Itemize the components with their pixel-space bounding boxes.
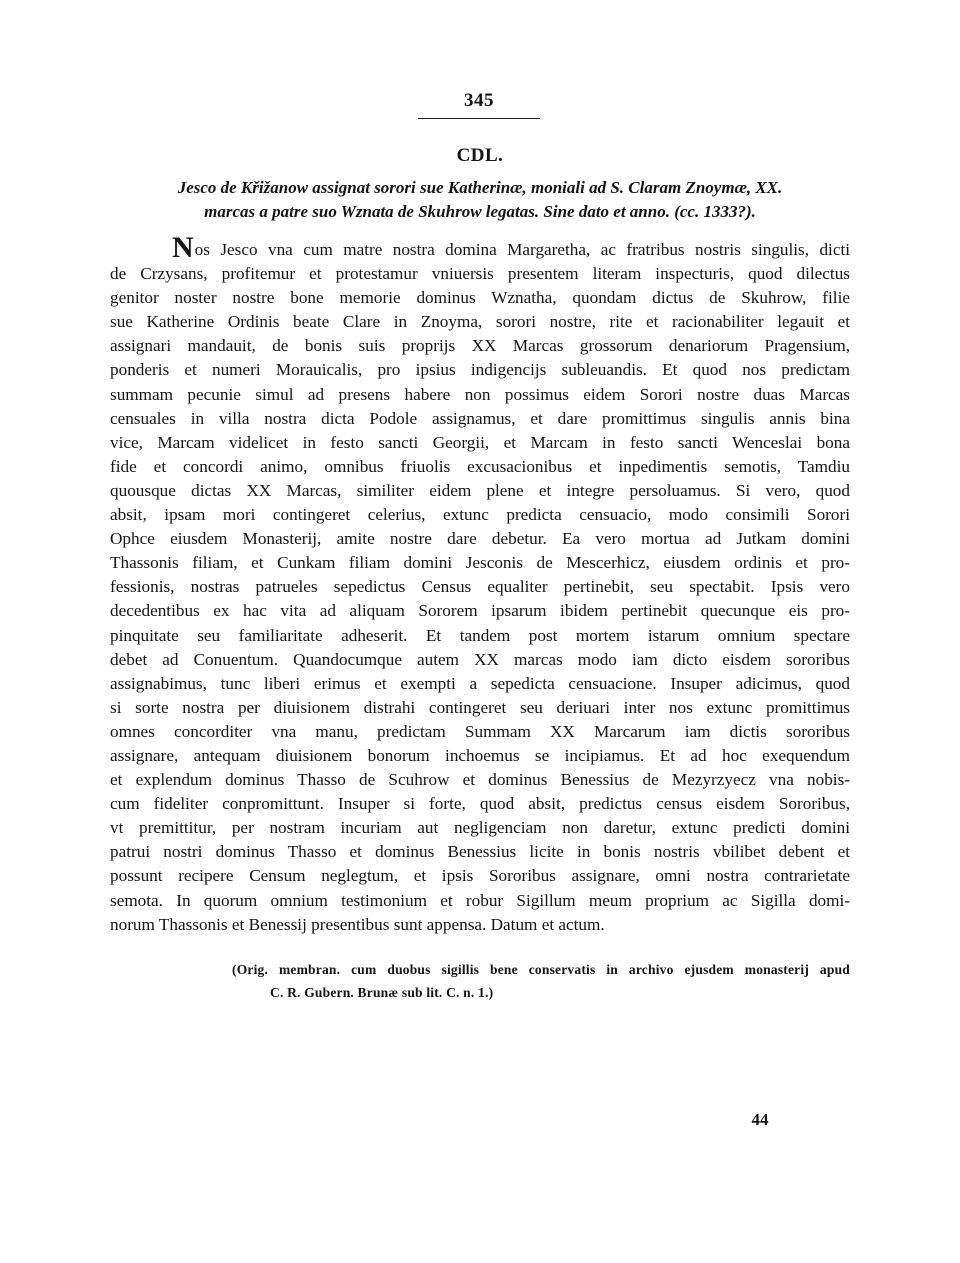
text-line: vt premittitur, per nostram incuriam aut negligenciam non daretur, extunc predicti domini <box>110 818 850 838</box>
header-rule <box>418 118 540 119</box>
regest-line: Jesco de Křižanow assignat sorori sue Katherinæ, moniali ad S. Claram Znoymæ, XX. <box>177 178 783 197</box>
text-line: semota. In quorum omnium testimonium et robur Sigillum meum proprium ac Sigilla domi- <box>110 890 850 910</box>
page-number: 345 <box>464 90 494 111</box>
text-line: summam pecunie simul ad presens habere non possimus eidem Sorori nostre duas Marcas <box>110 384 850 404</box>
text-line: censuales in villa nostra dicta Podole assignamus, et dare promittimus singulis annis bina <box>110 408 850 428</box>
source-note <box>232 958 850 1004</box>
note-line: C. R. Gubern. Brunæ sub lit. C. n. 1.) <box>270 985 494 1000</box>
text-line-content: os Jesco vna cum matre nostra domina Margaretha, ac fratribus nostris singulis, dicti <box>194 240 850 259</box>
text-line: assignare, antequam diuisionem bonorum inchoemus se incipiamus. Et ad hoc exequendum <box>110 745 850 765</box>
text-line: norum Thassonis et Benessij presentibus sunt appensa. Datum et actum. <box>110 914 605 934</box>
document-number: CDL. <box>456 145 504 166</box>
text-line: decedentibus ex hac vita ad aliquam Sororem ipsarum ibidem pertinebit quecunque eis pro- <box>110 601 850 621</box>
text-line: debet ad Conuentum. Quandocumque autem XX marcas modo iam dicto eisdem sororibus <box>110 649 850 669</box>
initial-letter: N <box>172 231 194 264</box>
text-line: Thassonis filiam, et Cunkam filiam domini Jesconis de Mescerhicz, eiusdem ordinis et pro- <box>110 553 850 573</box>
text-line: assignari mandauit, de bonis suis proprijs XX Marcas grossorum denariorum Pragensium, <box>110 336 850 356</box>
text-line: pinquitate seu familiaritate adheserit. Et tandem post mortem istarum omnium spectare <box>110 625 850 645</box>
text-line: patrui nostri dominus Thasso et dominus Benessius licite in bonis nostris vbilibet debent et <box>110 842 850 862</box>
text-line: sue Katherine Ordinis beate Clare in Znoyma, sorori nostre, rite et racionabiliter legauit et <box>110 312 850 332</box>
text-line: Ophce eiusdem Monasterij, amite nostre dare debetur. Ea vero mortua ad Jutkam domini <box>110 529 850 549</box>
text-line: absit, ipsam mori contingeret celerius, extunc predicta censuacio, modo consimili Sorori <box>110 505 850 525</box>
text-line: ponderis et numeri Morauicalis, pro ipsius indigencijs subleuandis. Et quod nos predictam <box>110 360 850 380</box>
text-line: de Crzysans, profitemur et protestamur vniuersis presentem literam inspecturis, quod dilectus <box>110 264 850 284</box>
text-line: si sorte nostra per diuisionem distrahi contingeret seu deriuari inter nos extunc promittimus <box>110 697 850 717</box>
text-line: possunt recipere Censum neglegtum, et ipsis Sororibus assignare, omni nostra contrarietate <box>110 866 850 886</box>
text-line: quousque dictas XX Marcas, similiter eidem plene et integre persoluamus. Si vero, quod <box>110 480 850 500</box>
charter-text <box>110 231 850 937</box>
text-line: fessionis, nostras patrueles sepedictus Census equaliter pertinebit, seu spectabit. Ipsis vero <box>110 577 850 597</box>
regest-summary <box>110 176 850 224</box>
text-line: assignabimus, tunc liberi erimus et exempti a sepedicta censuacione. Insuper adicimus, quod <box>110 673 850 693</box>
text-line <box>110 231 850 264</box>
text-line: fide et concordi animo, omnibus friuolis excusacionibus et inpedimentis semotis, Tamdiu <box>110 456 850 476</box>
text-line: et explendum dominus Thasso de Scuhrow et dominus Benessius de Mezyrzyecz vna nobis- <box>110 770 850 790</box>
note-line: (Orig. membran. cum duobus sigillis bene conservatis in archivo ejusdem monasterij apud <box>232 962 850 977</box>
text-line: omnes concorditer vna manu, predictam Summam XX Marcarum iam dictis sororibus <box>110 721 850 741</box>
text-line: genitor noster nostre bone memorie dominus Wznatha, quondam dictus de Skuhrow, filie <box>110 288 850 308</box>
text-line: vice, Marcam videlicet in festo sancti Georgii, et Marcam in festo sancti Wenceslai bona <box>110 432 850 452</box>
regest-line: marcas a patre suo Wznata de Skuhrow legatas. Sine dato et anno. (cc. 1333?). <box>204 202 756 221</box>
text-line: cum fideliter conpromittunt. Insuper si forte, quod absit, predictus census eisdem Sororibus, <box>110 794 850 814</box>
signature-mark: 44 <box>751 1110 769 1129</box>
